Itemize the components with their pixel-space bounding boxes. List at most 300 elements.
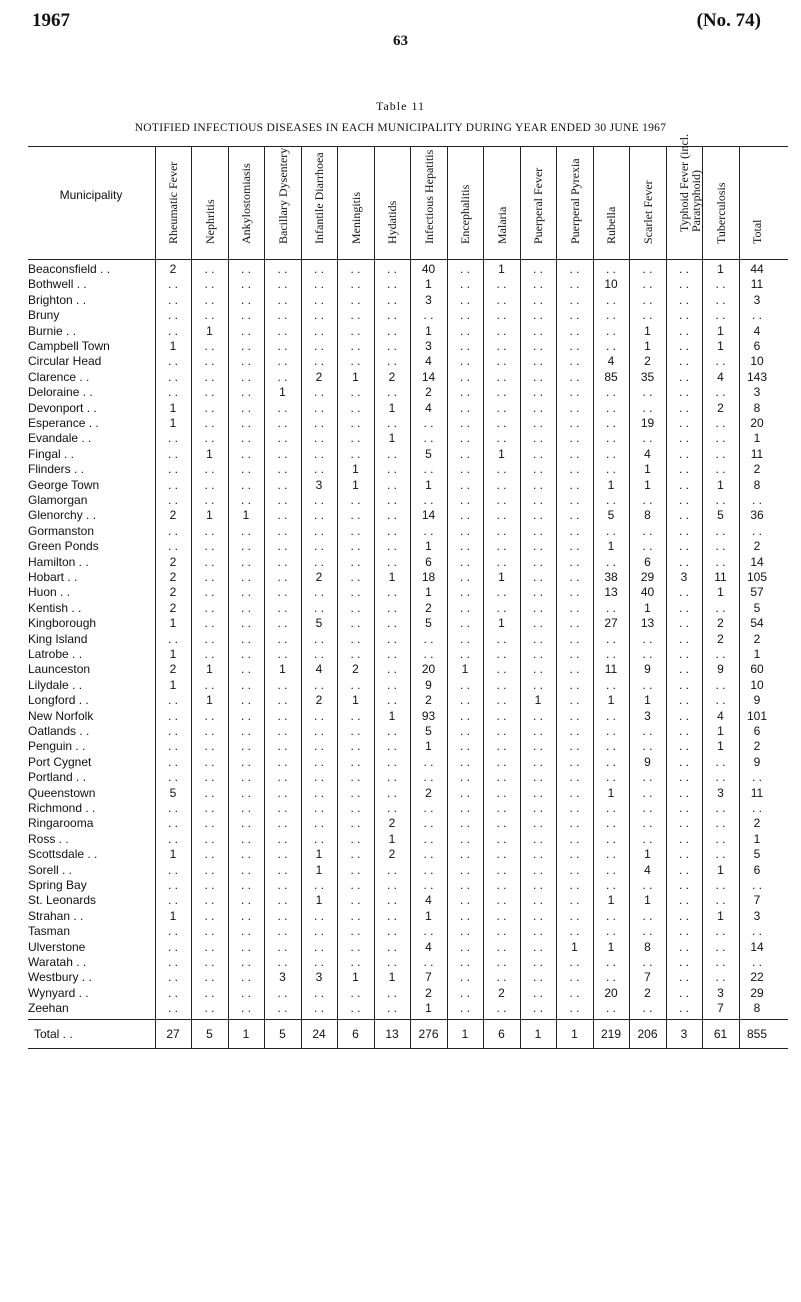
table-cell: . . [605,801,616,815]
table-cell: . . [167,1001,178,1016]
table-row [28,893,788,907]
table-cell: . . [459,570,470,584]
table-cell: . . [532,831,543,846]
table-cell: . . [678,493,689,507]
table-cell: 1 [717,585,724,600]
table-row [28,262,788,276]
table-cell: . . [277,985,288,1000]
table-cell: . . [313,1001,324,1016]
table-cell: . . [386,677,397,692]
table-cell: . . [605,831,616,846]
total-cell: 5 [206,1027,213,1041]
table-cell: . . [386,801,397,815]
table-cell: . . [277,600,288,615]
table-cell: . . [496,893,507,908]
table-cell: . . [240,600,251,615]
table-cell: . . [386,554,397,569]
table-cell: . . [204,724,215,738]
table-cell: 1 [352,970,359,985]
table-cell: . . [240,816,251,831]
municipality-name: Gormanston [28,523,95,538]
table-cell: . . [678,939,689,954]
table-cell: . . [532,416,543,430]
table-cell: . . [715,924,726,939]
table-cell: . . [277,893,288,908]
table-cell: . . [167,816,178,831]
municipality-name: Glenorchy . . [28,508,97,523]
table-cell: . . [386,354,397,369]
table-cell: . . [350,508,361,523]
table-cell: . . [204,554,215,569]
table-cell: . . [605,339,616,353]
table-row [28,339,788,353]
column-header [750,148,764,256]
table-cell: . . [459,385,470,400]
municipality-name: Kentish . . [28,600,82,615]
table-cell: . . [642,816,653,831]
table-cell: . . [569,739,580,754]
table-cell: . . [350,616,361,631]
table-cell: . . [204,831,215,846]
table-row [28,431,788,445]
municipality-name: Oatlands . . [28,724,90,738]
table-cell: . . [277,908,288,923]
table-cell: . . [313,924,324,939]
table-top-rule [28,146,788,147]
table-cell: . . [167,493,178,507]
table-cell: 1 [498,570,505,584]
municipality-name: Fingal . . [28,446,75,461]
table-cell: . . [240,369,251,384]
table-cell: . . [350,554,361,569]
table-cell: . . [277,262,288,276]
table-row [28,816,788,830]
table-cell: 1 [425,908,432,923]
table-caption: NOTIFIED INFECTIOUS DISEASES IN EACH MUNICIPALITY DURING YEAR ENDED 30 JUNE 1967 [134,122,667,134]
table-cell: . . [532,770,543,785]
table-cell: 10 [750,677,764,692]
municipality-name: Burnie . . [28,323,77,338]
table-cell: . . [642,724,653,738]
table-cell: . . [678,924,689,939]
table-cell: 3 [717,985,724,1000]
municipality-name: Ross . . [28,831,69,846]
table-cell: . . [715,677,726,692]
table-cell: . . [569,554,580,569]
table-cell: . . [532,1001,543,1016]
table-cell: . . [569,785,580,800]
table-row [28,308,788,322]
table-cell: . . [532,369,543,384]
table-cell: . . [204,739,215,754]
table-cell: . . [678,893,689,908]
table-cell: . . [204,523,215,538]
table-cell: . . [240,939,251,954]
table-cell: 2 [425,693,432,708]
table-cell: . . [678,785,689,800]
table-cell: 44 [750,262,764,276]
municipality-name: Campbell Town [28,339,110,353]
table-cell: . . [569,308,580,323]
table-cell: . . [678,400,689,415]
table-cell: 35 [640,369,655,384]
table-cell: 11 [750,785,764,800]
table-cell: . . [715,385,726,400]
table-cell: 10 [750,354,764,369]
table-cell: . . [678,908,689,923]
column-header [239,148,253,256]
table-cell: . . [496,724,507,738]
table-cell: . . [350,862,361,877]
table-cell: . . [167,893,178,908]
table-cell: . . [751,493,762,507]
column-header-label: Typhoid Fever (incl. Paratyphoid) [677,133,703,232]
table-cell: 1 [169,677,177,692]
table-cell: 27 [604,616,618,631]
table-cell: . . [240,354,251,369]
table-cell: . . [240,924,251,939]
table-cell: . . [715,970,726,985]
table-cell: . . [569,955,580,969]
table-cell: 11 [714,570,727,584]
table-cell: 2 [425,785,432,800]
table-cell: . . [569,878,580,892]
table-cell: 1 [352,477,359,492]
table-cell: 1 [498,262,505,276]
table-cell: . . [386,477,397,492]
table-cell: . . [605,647,616,661]
municipality-name: Latrobe . . [28,647,83,661]
table-cell: . . [642,523,653,538]
table-cell: . . [459,369,470,384]
table-cell: 1 [388,970,396,985]
table-cell: . . [240,416,251,430]
table-cell: 4 [753,323,761,338]
municipality-name: Ringarooma [28,816,94,831]
table-cell: . . [532,985,543,1000]
table-cell: . . [313,416,324,430]
table-cell: . . [569,616,580,631]
table-cell: 1 [498,446,505,461]
table-cell: . . [678,339,689,353]
table-cell: 20 [421,662,436,677]
municipality-name: Flinders . . [28,462,85,477]
table-cell: . . [204,539,215,554]
table-cell: . . [678,724,689,738]
municipality-name: Portland . . [28,770,87,785]
table-cell: 1 [717,323,724,338]
table-cell: 2 [388,816,396,831]
column-header-label: Bacillary Dysentery [275,147,290,244]
table-cell: 18 [421,570,436,584]
table-cell: . . [204,262,215,276]
table-cell: . . [313,554,324,569]
table-cell: . . [240,908,251,923]
table-cell: . . [350,816,361,831]
municipality-name: Circular Head [28,354,102,369]
table-cell: . . [532,262,543,276]
table-cell: . . [350,585,361,600]
table-cell: . . [678,323,689,338]
table-row [28,478,788,492]
table-cell: 2 [425,985,432,1000]
table-row [28,601,788,615]
table-cell: . . [386,985,397,1000]
table-cell: . . [678,262,689,276]
table-cell: . . [313,308,324,323]
table-cell: . . [204,908,215,923]
table-cell: . . [350,908,361,923]
municipality-name: Zeehan [28,1001,69,1016]
table-cell: . . [350,924,361,939]
total-cell: 27 [166,1027,180,1041]
table-cell: . . [240,801,251,815]
table-cell: . . [642,677,653,692]
table-cell: . . [605,847,616,862]
municipality-name: Queenstown [28,785,96,800]
table-cell: . . [496,416,507,430]
table-cell: . . [496,924,507,939]
table-cell: . . [313,400,324,415]
table-cell: . . [715,277,726,292]
table-cell: . . [313,339,324,353]
column-header-label: Hydatids [385,200,399,244]
table-cell: . . [386,785,397,800]
table-cell: . . [167,308,178,323]
table-cell: . . [386,539,397,554]
municipality-name: Glamorgan [28,493,88,507]
table-cell: . . [532,754,543,769]
table-cell: 13 [604,585,618,600]
table-cell: . . [642,1001,653,1016]
table-cell: . . [277,770,288,785]
table-cell: 2 [425,385,432,400]
table-cell: 1 [425,323,432,338]
table-cell: . . [569,446,580,461]
table-cell: . . [496,754,507,769]
table-cell: . . [459,739,470,754]
table-cell: . . [240,693,251,708]
table-cell: . . [386,862,397,877]
table-cell: . . [605,385,616,400]
table-cell: . . [204,616,215,631]
table-cell: . . [386,908,397,923]
table-cell: 8 [753,1001,761,1016]
table-row [28,709,788,723]
table-cell: . . [167,754,178,769]
municipality-name: Lilydale . . [28,677,83,692]
table-cell: . . [204,570,215,584]
table-row [28,585,788,599]
table-cell: 6 [753,339,761,353]
table-cell: . . [386,277,397,292]
table-cell: . . [532,647,543,661]
table-cell: . . [459,924,470,939]
column-header-label: Tuberculosis [713,182,728,244]
table-row [28,909,788,923]
table-cell: . . [240,847,251,862]
table-cell: . . [678,277,689,292]
table-cell: . . [277,493,288,507]
table-cell: . . [496,908,507,923]
table-cell: 22 [750,970,764,985]
table-cell: . . [642,908,653,923]
table-cell: . . [532,893,543,908]
table-cell: . . [532,955,543,969]
table-cell: . . [386,600,397,615]
table-cell: . . [204,816,215,831]
table-cell: . . [751,955,762,969]
table-cell: . . [423,647,434,661]
total-cell: 1 [242,1027,250,1041]
table-cell: . . [313,955,324,969]
table-cell: . . [167,831,178,846]
table-cell: . . [605,724,616,738]
table-cell: 1 [315,893,323,908]
table-cell: . . [715,354,726,369]
table-cell: . . [642,385,653,400]
table-cell: 29 [750,985,764,1000]
column-header-label: Infectious Hepatitis [421,149,436,244]
table-cell: . . [532,539,543,554]
table-cell: . . [277,647,288,661]
table-cell: . . [240,262,251,276]
table-cell: . . [459,862,470,877]
table-cell: . . [496,369,507,384]
table-cell: . . [496,677,507,692]
table-cell: . . [642,308,653,323]
table-cell: . . [423,631,434,646]
table-cell: . . [459,647,470,661]
table-cell: 1 [169,647,177,661]
table-cell: 4 [425,939,432,954]
table-cell: . . [496,739,507,754]
table-cell: . . [459,431,470,446]
table-row [28,678,788,692]
table-cell: . . [532,493,543,507]
table-cell: 6 [425,554,432,569]
table-cell: . . [167,277,178,292]
table-cell: . . [678,385,689,400]
table-cell: 4 [425,400,432,415]
table-cell: . . [532,600,543,615]
table-cell: . . [240,400,251,415]
table-cell: 1 [571,939,578,954]
table-cell: . . [350,292,361,307]
table-cell: 105 [746,570,768,584]
table-cell: . . [167,539,178,554]
table-cell: 1 [242,508,250,523]
table-cell: . . [277,631,288,646]
table-cell: . . [277,585,288,600]
table-cell: . . [386,878,397,892]
table-cell: . . [240,323,251,338]
table-cell: . . [642,955,653,969]
table-cell: . . [532,585,543,600]
table-cell: . . [569,801,580,815]
table-cell: . . [678,308,689,323]
table-cell: . . [605,862,616,877]
table-row [28,940,788,954]
table-cell: . . [277,431,288,446]
table-cell: 9 [753,754,761,769]
table-cell: . . [350,385,361,400]
table-cell: . . [313,754,324,769]
municipality-name: Penguin . . [28,739,86,754]
municipality-name: Clarence . . [28,369,90,384]
table-cell: . . [459,508,470,523]
table-row [28,986,788,1000]
table-cell: . . [642,262,653,276]
table-cell: . . [204,970,215,985]
table-cell: . . [350,708,361,723]
column-header [349,148,363,256]
table-cell: 1 [607,693,615,708]
table-cell: . . [240,462,251,477]
table-cell: 1 [425,1001,432,1016]
table-cell: 2 [169,570,177,584]
table-cell: 4 [607,354,615,369]
table-cell: . . [350,600,361,615]
column-header-label: Puerperal Fever [531,167,545,244]
table-cell: . . [350,431,361,446]
table-cell: . . [240,277,251,292]
table-cell: . . [386,647,397,661]
table-cell: 2 [315,369,323,384]
table-cell: 14 [421,508,436,523]
table-cell: . . [569,585,580,600]
table-cell: . . [277,924,288,939]
column-header-label: Malaria [494,206,509,244]
table-cell: . . [532,354,543,369]
municipality-name: Longford . . [28,693,89,708]
table-cell: 3 [425,292,432,307]
table-cell: . . [569,277,580,292]
table-cell: . . [167,523,178,538]
column-header-label: Infantile Diarrhoea [312,152,326,244]
table-cell: . . [204,862,215,877]
table-cell: . . [204,939,215,954]
table-cell: . . [715,801,726,815]
table-cell: 1 [717,724,724,738]
table-row [28,755,788,769]
table-cell: . . [496,693,507,708]
table-cell: . . [532,554,543,569]
table-cell: . . [313,262,324,276]
total-row [28,1027,788,1043]
table-cell: . . [240,754,251,769]
municipality-name: Strahan . . [28,908,84,923]
column-header-label: Ankylostomiasis [239,163,253,244]
municipality-name: Richmond . . [28,801,96,815]
table-cell: . . [642,878,653,892]
table-cell: . . [423,847,434,862]
table-row [28,693,788,707]
table-cell: . . [642,539,653,554]
table-cell: . . [715,754,726,769]
table-cell: . . [204,677,215,692]
table-cell: . . [240,477,251,492]
table-cell: . . [715,831,726,846]
table-cell: 2 [498,985,505,1000]
table-cell: . . [569,323,580,338]
table-cell: . . [459,939,470,954]
table-row [28,786,788,800]
total-cell: 219 [600,1027,622,1041]
table-cell: 1 [352,369,359,384]
table-cell: 2 [169,662,177,677]
table-cell: . . [240,662,251,677]
